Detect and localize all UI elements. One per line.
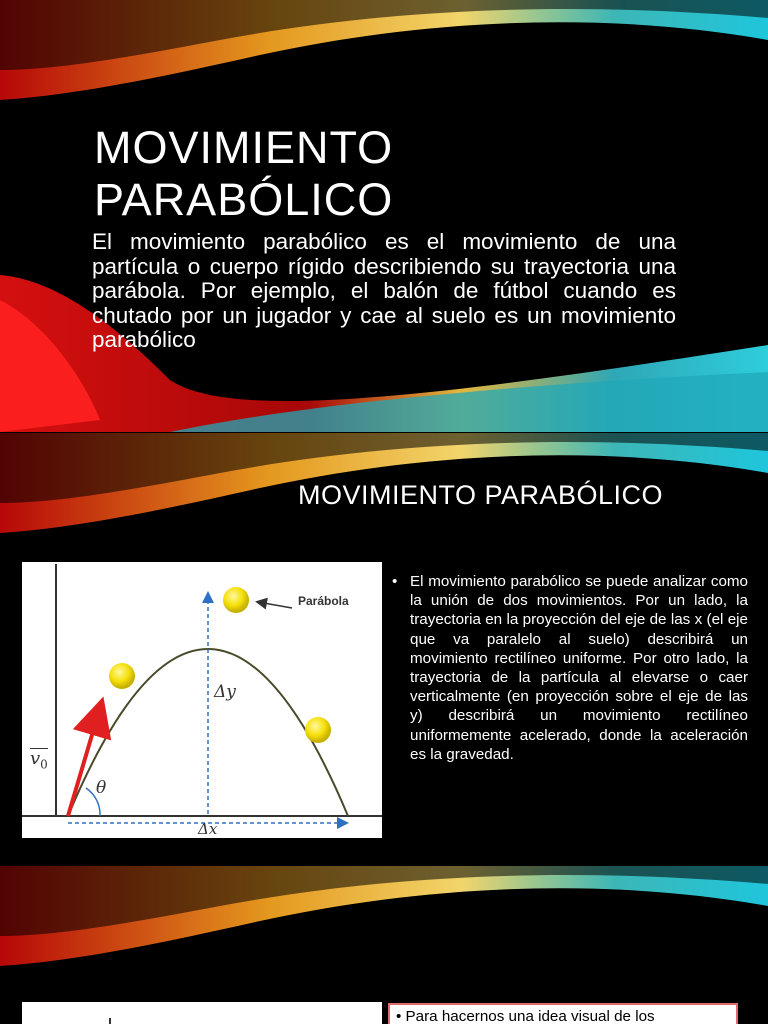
bullet-dot-3: •: [396, 1008, 406, 1024]
ball-1: [109, 663, 135, 689]
slide-1: [0, 0, 768, 432]
slide-3-bullet-text: Para hacernos una idea visual de los: [405, 1008, 655, 1024]
v0-subscript: 0: [40, 757, 48, 772]
slide-3-bullet: [388, 1003, 738, 1024]
v0-vector: [68, 708, 100, 816]
slide-3: [0, 866, 768, 1024]
ball-2: [223, 587, 249, 613]
parabola-pointer: [258, 602, 292, 608]
bullet-dot: •: [392, 573, 398, 590]
title-line-2: PARABÓLICO: [94, 174, 394, 225]
slide-3-figure-svg: [22, 1002, 382, 1024]
bullet-text: El movimiento parabólico se puede analizar como la unión de dos movimientos. Por un lado, la trayectoria en la proyección del eje de las x (el eje que va paralelo al suelo) describirá un movimiento rectilíneo uniforme. Por otro lado, la trayectoria de la partícula al elevarse o caer verticalmente (en proyección sobre el eje de las y) describirá un movimiento rectilíneo uniformemente acelerado, donde la aceleración es la gravedad.: [410, 573, 748, 763]
slide-1-title: [94, 122, 694, 226]
dy-label: Δy: [214, 682, 236, 702]
slide-2: [0, 433, 768, 865]
ball-3: [305, 717, 331, 743]
slide-2-title: MOVIMIENTO PARABÓLICO: [298, 480, 664, 510]
theta-label: θ: [96, 778, 107, 798]
slide-2-bullet: [392, 572, 748, 764]
slide-1-body: El movimiento parabólico es el movimiento de una partícula o cuerpo rígido describiendo su trayectoria una parábola. Por ejemplo, el balón de fútbol cuando es chutado por un jugador y cae al suelo es un movimiento parabólico: [92, 229, 676, 352]
parabola-label: Parábola: [298, 594, 349, 608]
v0-label: [30, 748, 48, 775]
slide-3-background-ribbons: [0, 866, 768, 1024]
dx-label: Δx: [198, 820, 218, 838]
parabolic-motion-diagram: [22, 562, 382, 838]
v0-letter: v: [30, 748, 41, 769]
slide-3-figure: [22, 1002, 382, 1024]
title-line-1: MOVIMIENTO: [94, 122, 394, 173]
